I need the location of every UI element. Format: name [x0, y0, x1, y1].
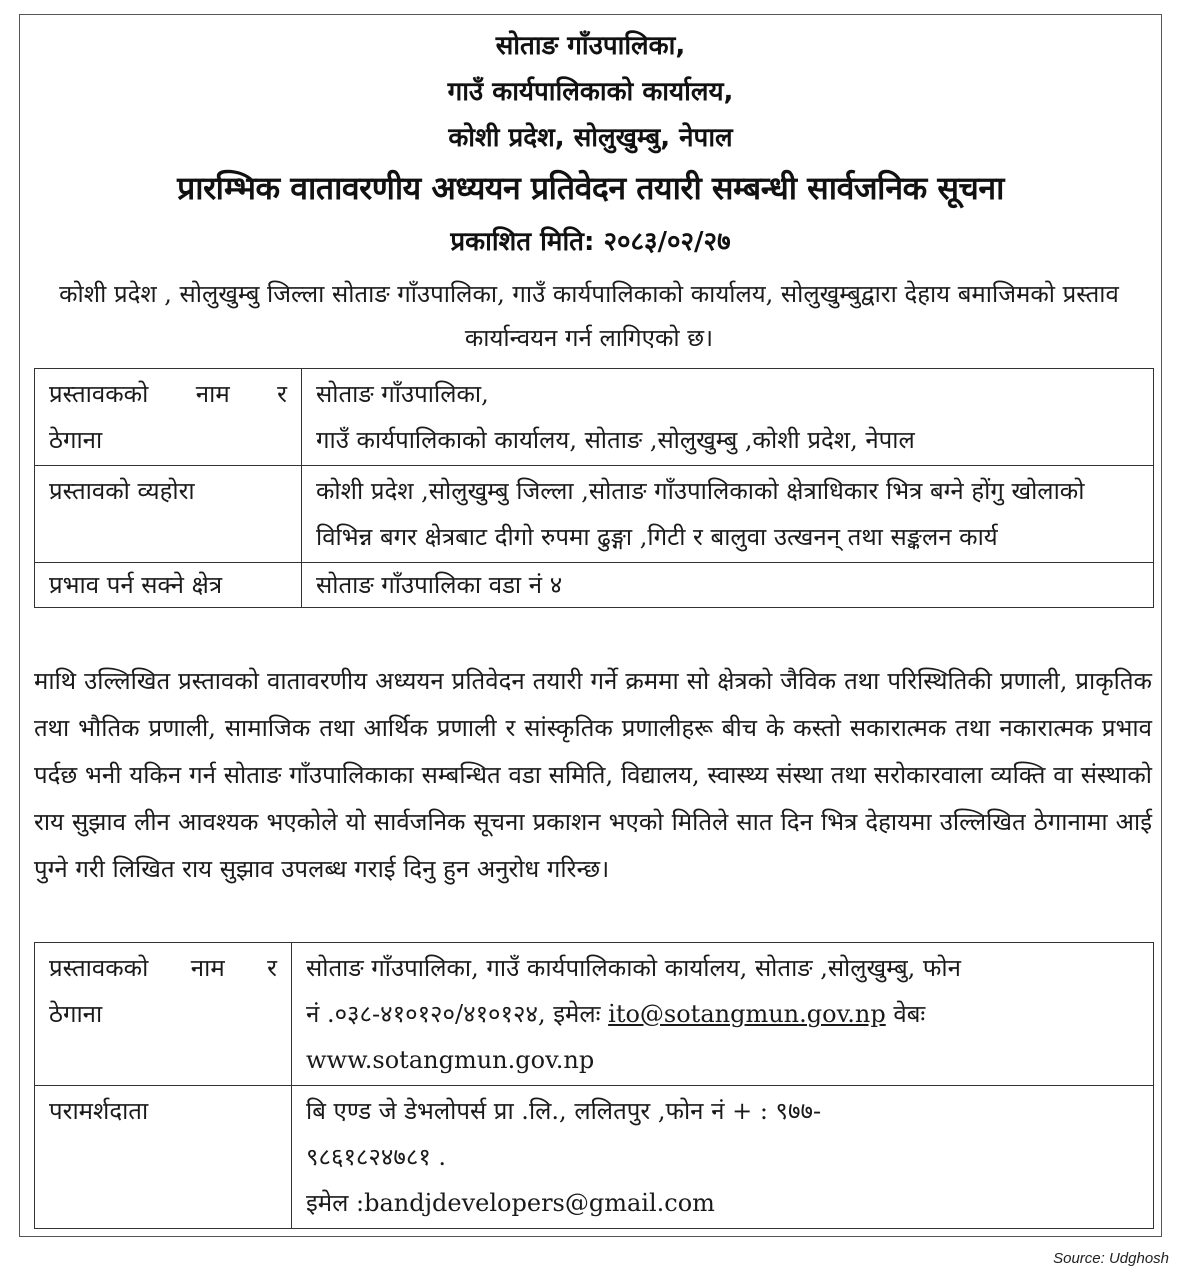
- consultant-label: परामर्शदाता: [35, 1086, 292, 1229]
- proposal-description-label: प्रस्तावको व्यहोरा: [35, 466, 302, 563]
- affected-area-value: सोताङ गाँउपालिका वडा नं ४: [302, 563, 1154, 608]
- table-row: [35, 943, 1154, 1086]
- website-link[interactable]: www.sotangmun.gov.np: [306, 1046, 595, 1074]
- table-row: [35, 369, 1154, 466]
- source-caption: Source: Udghosh: [1053, 1250, 1169, 1267]
- affected-area-label: प्रभाव पर्न सक्ने क्षेत्र: [35, 563, 302, 608]
- proposal-table: [34, 368, 1154, 608]
- publish-date: प्रकाशित मिति: २०८३/०२/२७: [450, 227, 731, 257]
- office-name: सोताङ गाँउपालिका,: [495, 31, 686, 61]
- contact-proposer-label: प्रस्तावकको नाम र ठेगाना: [35, 943, 292, 1086]
- notice-title: प्रारम्भिक वातावरणीय अध्ययन प्रतिवेदन तयारी सम्बन्धी सार्वजनिक सूचना: [177, 169, 1004, 207]
- consultant-value: बि एण्ड जे डेभलोपर्स प्रा .लि., ललितपुर ,फोन नं + : ९७७- ९८६१८२४७८१ . इमेल :bandjdevelopers@gmail.com: [292, 1086, 1154, 1229]
- intro-paragraph: कोशी प्रदेश , सोलुखुम्बु जिल्ला सोताङ गाँउपालिका, गाउँ कार्यपालिकाको कार्यालय, सोलुखुम्बुद्वारा देहाय बमाजिमको प्रस्ताव कार्यान्वयन गर्न लागिएको छ।: [59, 280, 1119, 352]
- email-link[interactable]: ito@sotangmun.gov.np: [608, 1000, 886, 1028]
- contact-table: [34, 942, 1154, 1229]
- table-row: [35, 1086, 1154, 1229]
- office-address: कोशी प्रदेश, सोलुखुम्बु, नेपाल: [448, 123, 733, 153]
- body-paragraph: माथि उल्लिखित प्रस्तावको वातावरणीय अध्ययन प्रतिवेदन तयारी गर्ने क्रममा सो क्षेत्रको जैविक तथा परिस्थितिकी प्रणाली, प्राकृतिक तथा भौतिक प्रणाली, सामाजिक तथा आर्थिक प्रणाली र सांस्कृतिक प्रणालीहरू बीच के कस्तो सकारात्मक तथा नकारात्मक प्रभाव पर्दछ भनी यकिन गर्न सोताङ गाँउपालिकाका सम्बन्धित वडा समिति, विद्यालय, स्वास्थ्य संस्था तथा सरोकारवाला व्यक्ति वा संस्थाको राय सुझाव लीन आवश्यक भएकोले यो सार्वजनिक सूचना प्रकाशन भएको मितिले सात दिन भित्र देहायमा उल्लिखित ठेगानामा आई पुग्ने गरी लिखित राय सुझाव उपलब्ध गराई दिनु हुन अनुरोध गरिन्छ।: [34, 667, 1152, 883]
- table-row: [35, 466, 1154, 563]
- proposer-label: प्रस्तावकको नाम र ठेगाना: [35, 369, 302, 466]
- contact-proposer-value: सोताङ गाँउपालिका, गाउँ कार्यपालिकाको कार्यालय, सोताङ ,सोलुखुम्बु, फोन नं .०३८-४१०१२०/४१०१२४, इमेलः ito@sotangmun.gov.np वेबः www.sotangmun.gov.np: [292, 943, 1154, 1086]
- office-subtitle: गाउँ कार्यपालिकाको कार्यालय,: [447, 77, 734, 107]
- consultant-email[interactable]: इमेल :bandjdevelopers@gmail.com: [306, 1189, 715, 1217]
- proposer-value: सोताङ गाँउपालिका, गाउँ कार्यपालिकाको कार्यालय, सोताङ ,सोलुखुम्बु ,कोशी प्रदेश, नेपाल: [302, 369, 1154, 466]
- table-row: [35, 563, 1154, 608]
- proposal-description-value: कोशी प्रदेश ,सोलुखुम्बु जिल्ला ,सोताङ गाँउपालिकाको क्षेत्राधिकार भित्र बग्ने होंगु खोलाको विभिन्न बगर क्षेत्रबाट दीगो रुपमा ढुङ्गा ,गिटी र बालुवा उत्खनन् तथा सङ्कलन कार्य: [302, 466, 1154, 563]
